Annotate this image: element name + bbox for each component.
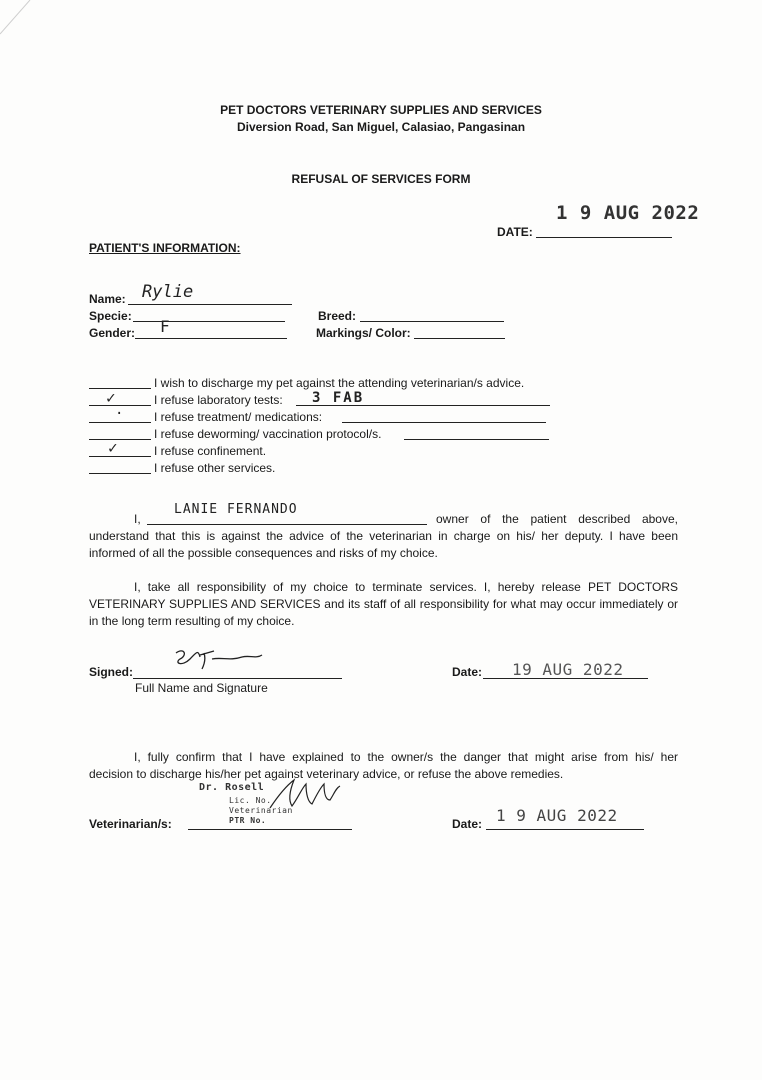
gender-line bbox=[135, 338, 287, 339]
name-value: Rylie bbox=[142, 282, 194, 302]
signed-date-stamp: 19 AUG 2022 bbox=[512, 660, 624, 679]
date-line-top bbox=[536, 237, 672, 238]
form-title: REFUSAL OF SERVICES FORM bbox=[291, 172, 471, 186]
company-name: PET DOCTORS VETERINARY SUPPLIES AND SERVICES bbox=[220, 103, 542, 117]
owner-signature bbox=[170, 645, 270, 675]
option-detail-line-2 bbox=[296, 405, 550, 406]
option-blank-6 bbox=[89, 473, 151, 474]
owner-name-line bbox=[147, 524, 427, 525]
option-blank-1 bbox=[89, 388, 151, 389]
gender-value: F bbox=[160, 317, 170, 336]
date-label-top: DATE: bbox=[497, 225, 533, 239]
veterinarian-label: Veterinarian/s: bbox=[89, 817, 172, 831]
option-text-2: I refuse laboratory tests: bbox=[154, 393, 283, 407]
option-text-3: I refuse treatment/ medications: bbox=[154, 410, 323, 424]
vet-date-line bbox=[486, 829, 644, 830]
breed-line bbox=[360, 321, 504, 322]
vet-date-label: Date: bbox=[452, 817, 483, 831]
option-mark-2: ✓ bbox=[106, 388, 116, 407]
statement-prefix: I, bbox=[134, 512, 141, 526]
option-text-6: I refuse other services. bbox=[154, 461, 276, 475]
release-line2: VETERINARY SUPPLIES AND SERVICES and its staff of all responsibility for what may occur immediately or bbox=[89, 597, 678, 611]
option-text-5: I refuse confinement. bbox=[154, 444, 267, 458]
markings-line bbox=[414, 338, 505, 339]
release-line1: I, take all responsibility of my choice to terminate services. I, hereby release PET DOCTORS bbox=[134, 580, 678, 594]
statement-line3: informed of all the possible consequences and risks of my choice. bbox=[89, 546, 438, 560]
option-blank-5 bbox=[89, 456, 151, 457]
option-detail-2: 3 FAB bbox=[312, 390, 365, 406]
patient-section-title: PATIENT'S INFORMATION: bbox=[89, 241, 241, 255]
gender-label: Gender: bbox=[89, 326, 136, 340]
release-line3: in the long term resulting of my choice. bbox=[89, 614, 295, 628]
vet-stamp-name: Dr. Rosell bbox=[199, 782, 265, 793]
signature-line bbox=[133, 678, 342, 679]
breed-label: Breed: bbox=[318, 309, 357, 323]
option-mark-5: ✓ bbox=[108, 438, 118, 457]
statement-line1-rest: owner of the patient described above, bbox=[436, 512, 678, 526]
vet-stamp-license: Lic. No. bbox=[229, 796, 272, 805]
confirm-line2: decision to discharge his/her pet against veterinary advice, or refuse the above remedies. bbox=[89, 767, 564, 781]
option-text-4: I refuse deworming/ vaccination protocol/s. bbox=[154, 427, 382, 441]
folded-corner bbox=[0, 0, 40, 40]
option-blank-3 bbox=[89, 422, 151, 423]
name-label: Name: bbox=[89, 292, 126, 306]
signature-caption: Full Name and Signature bbox=[135, 681, 268, 695]
vet-signature bbox=[266, 776, 346, 814]
signed-label: Signed: bbox=[89, 665, 133, 679]
name-line bbox=[128, 304, 292, 305]
company-address: Diversion Road, San Miguel, Calasiao, Pangasinan bbox=[236, 120, 526, 134]
vet-date-stamp: 1 9 AUG 2022 bbox=[496, 806, 618, 825]
signed-date-label: Date: bbox=[452, 665, 483, 679]
markings-label: Markings/ Color: bbox=[316, 326, 411, 340]
option-mark-3: · bbox=[115, 406, 124, 422]
specie-label: Specie: bbox=[89, 309, 132, 323]
veterinarian-line bbox=[188, 829, 352, 830]
signed-date-line bbox=[483, 678, 648, 679]
option-text-1: I wish to discharge my pet against the attending veterinarian/s advice. bbox=[154, 376, 525, 390]
vet-stamp-title: Veterinarian bbox=[229, 806, 293, 815]
option-detail-line-3 bbox=[342, 422, 546, 423]
owner-name: LANIE FERNANDO bbox=[174, 502, 298, 517]
confirm-line1: I, fully confirm that I have explained to the owner/s the danger that might arise from his/ her bbox=[134, 750, 678, 764]
statement-line2: understand that this is against the advice of the veterinarian in charge on his/ her deputy. I have been bbox=[89, 529, 678, 543]
option-detail-line-4 bbox=[404, 439, 549, 440]
specie-line bbox=[133, 321, 285, 322]
vet-stamp-ptr: PTR No. bbox=[229, 816, 267, 825]
option-blank-4 bbox=[89, 439, 151, 440]
date-stamp-top: 1 9 AUG 2022 bbox=[556, 202, 700, 224]
